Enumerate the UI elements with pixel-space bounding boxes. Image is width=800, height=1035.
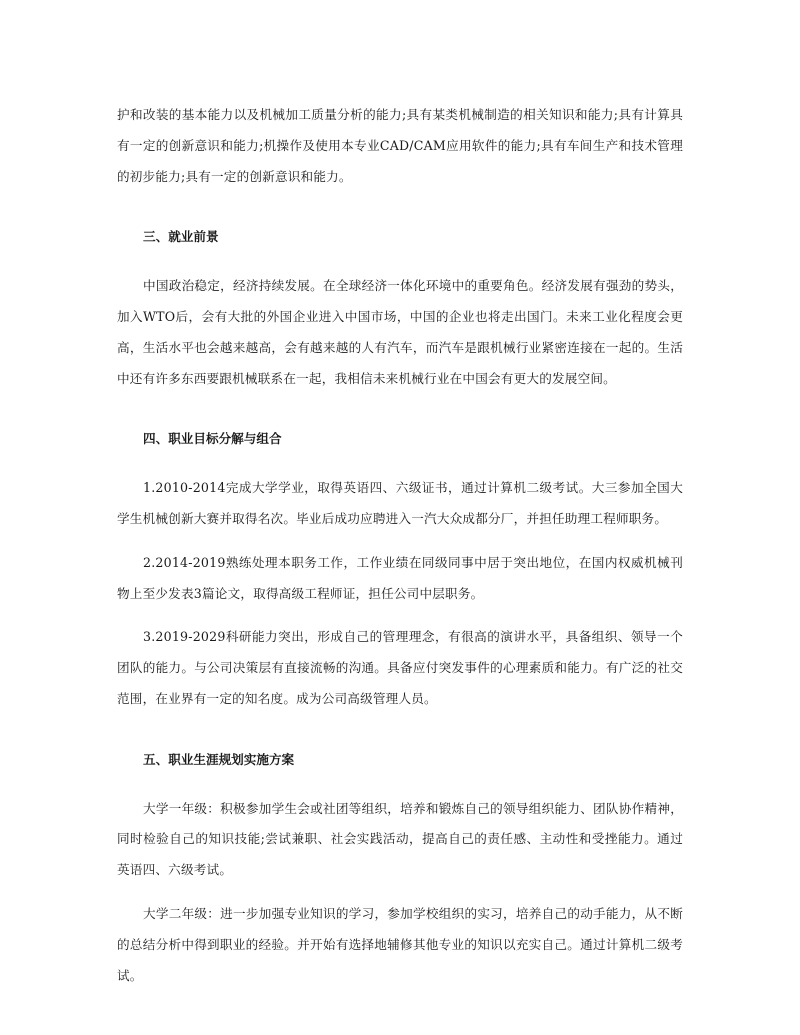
intro-continuation-paragraph: 护和改装的基本能力以及机械加工质量分析的能力;具有某类机械制造的相关知识和能力;具有计算具有一定的创新意识和能力;机操作及使用本专业CAD/CAM应用软件的能力;具有车间生产和技术管理的初步能力;具有一定的创新意识和能力。 <box>117 107 683 184</box>
plan-year-one-paragraph: 大学一年级：积极参加学生会或社团等组织，培养和锻炼自己的领导组织能力、团队协作精神，同时检验自己的知识技能;尝试兼职、社会实践活动，提高自己的责任感、主动性和受挫能力。通过英语四、六级考试。 <box>117 800 683 878</box>
document-body <box>117 100 683 991</box>
employment-prospects-paragraph: 中国政治稳定，经济持续发展。在全球经济一体化环境中的重要角色。经济发展有强劲的势头，加入WTO后，会有大批的外国企业进入中国市场，中国的企业也将走出国门。未来工业化程度会更高，生活水平也会越来越高，会有越来越的人有汽车，而汽车是跟机械行业紧密连接在一起的。生活中还有许多东西要跟机械联系在一起，我相信未来机械行业在中国会有更大的发展空间。 <box>117 278 683 386</box>
section-heading-career-goals: 四、职业目标分解与组合 <box>143 431 282 447</box>
career-goal-paragraph-2: 2.2014-2019熟练处理本职务工作，工作业绩在同级同事中居于突出地位，在国内权威机械刊物上至少发表3篇论文，取得高级工程师证，担任公司中层职务。 <box>117 554 683 601</box>
career-goal-paragraph-3: 3.2019-2029科研能力突出，形成自己的管理理念，有很高的演讲水平，具备组织、领导一个团队的能力。与公司决策层有直接流畅的沟通。具备应付突发事件的心理素质和能力。有广泛的社交范围，在业界有一定的知名度。成为公司高级管理人员。 <box>117 629 683 706</box>
section-heading-implementation-plan: 五、职业生涯规划实施方案 <box>143 751 295 767</box>
section-heading-employment-prospects: 三、就业前景 <box>143 229 219 245</box>
plan-year-two-paragraph: 大学二年级：进一步加强专业知识的学习，参加学校组织的实习，培养自己的动手能力，从不断的总结分析中得到职业的经验。并开始有选择地辅修其他专业的知识以充实自己。通过计算机二级考试。 <box>117 905 683 983</box>
career-goal-paragraph-1: 1.2010-2014完成大学学业，取得英语四、六级证书，通过计算机二级考试。大三参加全国大学生机械创新大赛并取得名次。毕业后成功应聘进入一汽大众成都分厂，并担任助理工程师职务。 <box>117 480 683 526</box>
